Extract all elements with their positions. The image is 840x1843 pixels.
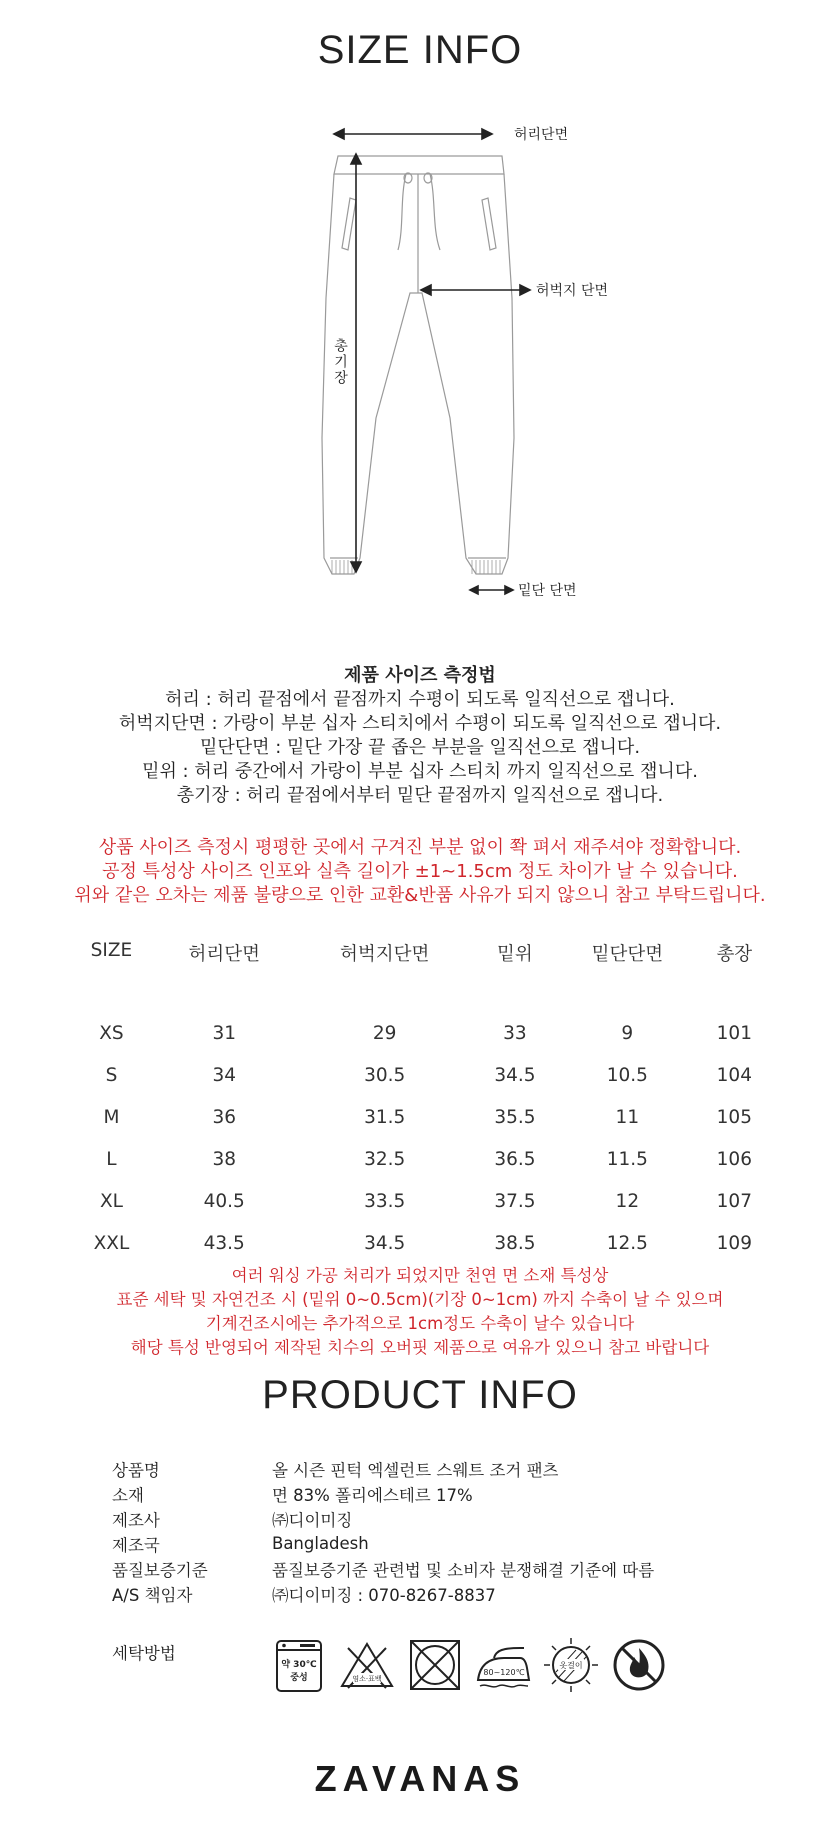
warning-line: 위와 같은 오차는 제품 불량으로 인한 교환&반품 사유가 되지 않으니 참고 부탁드립니다.: [74, 885, 766, 906]
info-key: 소재: [112, 1485, 144, 1505]
table-row: [70, 1180, 770, 1222]
table-cell: 11: [615, 1106, 640, 1128]
table-cell: 37.5: [494, 1190, 536, 1212]
table-row: [70, 1054, 770, 1096]
iron-temp-text: 80~120℃: [483, 1668, 525, 1677]
warning-line: 상품 사이즈 측정시 평평한 곳에서 구겨진 부분 없이 쫙 펴서 재주셔야 정확합니다.: [98, 837, 742, 858]
waist-label: 허리단면: [514, 127, 569, 143]
table-cell: 107: [716, 1190, 752, 1212]
shrink-warning: [0, 1264, 840, 1360]
product-info-table: [112, 1456, 654, 1606]
table-cell: 36.5: [494, 1148, 536, 1170]
table-cell: 106: [716, 1148, 752, 1170]
table-cell: 40.5: [203, 1190, 245, 1212]
table-cell: 43.5: [203, 1232, 245, 1254]
no-tumble-dry-icon: [406, 1636, 464, 1694]
info-value: ㈜디이미징 : 070-8267-8837: [272, 1585, 496, 1605]
measurement-line: 밑위 : 허리 중간에서 가랑이 부분 십자 스티치 까지 일직선으로 잽니다.: [142, 761, 698, 782]
info-value: 면 83% 폴리에스테르 17%: [272, 1485, 473, 1505]
hem-label: 밑단 단면: [518, 583, 577, 598]
size-warning: [0, 836, 840, 908]
brand-logo: ZAVANAS: [314, 1758, 526, 1799]
table-cell: 12: [615, 1190, 640, 1212]
table-cell: 34.5: [364, 1232, 406, 1254]
info-row: [112, 1481, 654, 1506]
wash-method-label: 세탁방법: [112, 1644, 176, 1663]
table-header: 허리단면: [188, 944, 260, 965]
measurement-line: 허벅지단면 : 가랑이 부분 십자 스티치에서 수평이 되도록 일직선으로 잽니다.: [118, 713, 722, 734]
table-cell: XL: [99, 1190, 123, 1212]
measurement-line: 총기장 : 허리 끝점에서부터 밑단 끝점까지 일직선으로 잽니다.: [176, 785, 664, 806]
wash-icons: [270, 1636, 668, 1694]
table-cell: 32.5: [364, 1148, 406, 1170]
table-cell: 33: [503, 1022, 527, 1044]
info-value: 올 시즌 핀턱 엑셀런트 스웨트 조거 팬츠: [272, 1460, 559, 1480]
info-row: [112, 1506, 654, 1531]
iron-icon: [474, 1636, 532, 1694]
table-cell: XS: [99, 1022, 124, 1044]
table-cell: 34: [212, 1064, 236, 1086]
table-cell: 38.5: [494, 1232, 536, 1254]
warning-line: 해당 특성 반영되어 제작된 치수의 오버핏 제품으로 여유가 있으니 참고 바랍니다: [130, 1338, 710, 1357]
table-cell: 29: [372, 1022, 397, 1044]
wash-temp-text: 약 30℃: [281, 1660, 317, 1670]
measurement-line: 허리 : 허리 끝점에서 끝점까지 수평이 되도록 일직선으로 잽니다.: [165, 689, 675, 710]
table-header: 허벅지단면: [339, 944, 430, 965]
table-cell: 11.5: [606, 1148, 648, 1170]
table-cell: 31: [212, 1022, 236, 1044]
info-value: ㈜디이미징: [272, 1510, 353, 1530]
warning-line: 표준 세탁 및 자연건조 시 (밑위 0~0.5cm)(기장 0~1cm) 까지 수축이 날 수 있으며: [116, 1290, 724, 1309]
table-header: 밑위: [497, 944, 533, 965]
info-key: 상품명: [112, 1460, 160, 1480]
table-row: [70, 1138, 770, 1180]
measurement-heading: 제품 사이즈 측정법: [344, 665, 496, 686]
info-row: [112, 1531, 654, 1556]
table-header: 밑단단면: [591, 944, 664, 965]
table-cell: 12.5: [606, 1232, 648, 1254]
warning-line: 공정 특성상 사이즈 인포와 실측 길이가 ±1~1.5cm 정도 차이가 날 수 있습니다.: [102, 861, 738, 882]
pants-diagram: [300, 118, 620, 598]
size-table: [70, 940, 770, 1264]
table-cell: M: [103, 1106, 120, 1128]
table-cell: 33.5: [364, 1190, 406, 1212]
table-cell: 31.5: [364, 1106, 406, 1128]
table-cell: 30.5: [364, 1064, 406, 1086]
table-header: SIZE: [90, 940, 133, 961]
info-key: 제조사: [112, 1510, 160, 1530]
wash-neutral-text: 중성: [290, 1673, 308, 1683]
table-cell: L: [106, 1148, 117, 1170]
table-row: [70, 1096, 770, 1138]
no-fire-icon: [610, 1636, 668, 1694]
product-info-title: PRODUCT INFO: [262, 1373, 578, 1417]
info-key: A/S 책임자: [112, 1585, 193, 1605]
no-bleach-text: 염소·표백: [352, 1675, 382, 1683]
table-cell: 101: [716, 1022, 752, 1044]
table-cell: 104: [716, 1064, 752, 1086]
table-cell: 9: [621, 1022, 634, 1044]
info-row: [112, 1581, 654, 1606]
warning-line: 기계건조시에는 추가적으로 1cm정도 수축이 날수 있습니다: [205, 1314, 635, 1333]
table-cell: 34.5: [494, 1064, 536, 1086]
table-cell: 35.5: [494, 1106, 536, 1128]
steam-hanger-icon: [542, 1636, 600, 1694]
table-cell: 109: [716, 1232, 752, 1254]
table-cell: 10.5: [606, 1064, 648, 1086]
thigh-label: 허벅지 단면: [536, 283, 609, 299]
info-value: Bangladesh: [272, 1534, 369, 1553]
measurement-guide: [0, 664, 840, 808]
measurement-line: 밑단단면 : 밑단 가장 끝 좁은 부분을 일직선으로 잽니다.: [199, 737, 641, 758]
table-cell: 38: [212, 1148, 236, 1170]
info-key: 제조국: [112, 1535, 160, 1555]
info-key: 품질보증기준: [112, 1560, 208, 1580]
table-header: 총장: [716, 944, 753, 965]
hanger-text: 옷걸이: [559, 1661, 583, 1670]
warning-line: 여러 워싱 가공 처리가 되었지만 천연 면 소재 특성상: [231, 1266, 609, 1285]
table-cell: 36: [212, 1106, 236, 1128]
total-length-label: 총기장: [332, 338, 348, 386]
table-row: [70, 1222, 770, 1264]
table-cell: 105: [716, 1106, 752, 1128]
table-row: [70, 1012, 770, 1054]
size-info-title: SIZE INFO: [317, 28, 523, 72]
info-row: [112, 1556, 654, 1581]
table-header-row: [70, 940, 770, 1012]
table-cell: XXL: [93, 1232, 130, 1254]
machine-wash-icon: [270, 1636, 328, 1694]
info-value: 품질보증기준 관련법 및 소비자 분쟁해결 기준에 따름: [272, 1560, 655, 1580]
info-row: [112, 1456, 654, 1481]
no-bleach-icon: [338, 1636, 396, 1694]
table-cell: S: [105, 1064, 118, 1086]
